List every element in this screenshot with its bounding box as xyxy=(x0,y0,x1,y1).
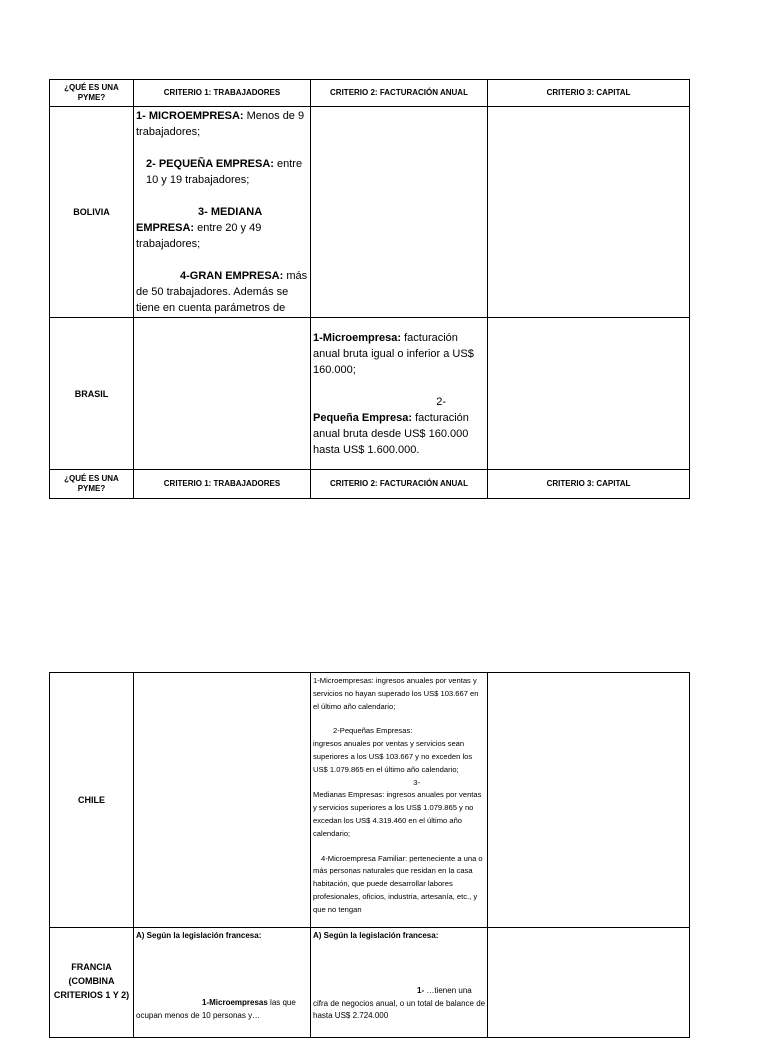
francia-col2-head: A) Según la legislación francesa: xyxy=(136,931,262,940)
chile-item-pequenas: ingresos anuales por ventas y servicios sean superiores a los US$ 103.667 y no exceden los US$ 1.079.865 en el último año calendario; xyxy=(313,739,473,774)
country-brasil: BRASIL xyxy=(50,318,134,470)
francia-capital-cell xyxy=(488,928,690,1038)
country-bolivia: BOLIVIA xyxy=(50,107,134,318)
brasil-item-pequena: Pequeña Empresa: facturación anual bruta desde US$ 160.000 hasta US$ 1.600.000. xyxy=(313,412,469,456)
footer-header-row xyxy=(50,470,690,499)
chile-capital-cell xyxy=(488,673,690,928)
brasil-item2-number: 2- xyxy=(436,396,446,408)
header-criterio-facturacion: CRITERIO 2: FACTURACIÓN ANUAL xyxy=(311,80,488,107)
country-chile: CHILE xyxy=(50,673,134,928)
bolivia-item-gran: 4-GRAN EMPRESA: más de 50 trabajadores. Además se tiene en cuenta parámetros de xyxy=(136,270,308,314)
chile-item-microempresa-familiar: 4-Microempresa Familiar: perteneciente a una o más personas naturales que residan en la casa habitación, que puede desarrollar labores profesionales, oficios, industria, artesanía, etc., y que no tengan xyxy=(313,853,483,914)
footer-header-criterio-facturacion: CRITERIO 2: FACTURACIÓN ANUAL xyxy=(311,470,488,499)
chile-item-pequenas-head: 2-Pequeñas Empresas: xyxy=(333,726,413,736)
francia-item-1: 1- …tienen una cifra de negocios anual, o un total de balance de hasta US$ 2.724.000 xyxy=(313,985,486,1021)
row-francia xyxy=(50,928,690,1038)
pyme-table-1 xyxy=(49,79,690,499)
footer-header-criterio-capital: CRITERIO 3: CAPITAL xyxy=(488,470,690,499)
chile-item-microempresas: 1-Microempresas: ingresos anuales por ventas y servicios no hayan superado los US$ 103.667 en el último año calendario; xyxy=(313,676,479,711)
header-criterio-trabajadores: CRITERIO 1: TRABAJADORES xyxy=(134,80,311,107)
header-row xyxy=(50,80,690,107)
header-criterio-capital: CRITERIO 3: CAPITAL xyxy=(488,80,690,107)
country-francia: FRANCIA (COMBINA CRITERIOS 1 Y 2) xyxy=(50,928,134,1038)
pyme-table-2 xyxy=(49,672,690,1038)
chile-item-medianas-number: 3- xyxy=(413,777,420,787)
footer-header-criterio-trabajadores: CRITERIO 1: TRABAJADORES xyxy=(134,470,311,499)
francia-trabajadores-cell xyxy=(134,928,311,1038)
francia-facturacion-cell xyxy=(311,928,488,1038)
row-chile xyxy=(50,673,690,928)
bolivia-facturacion-cell xyxy=(311,107,488,318)
bolivia-trabajadores-cell xyxy=(134,107,311,318)
bolivia-item-pequena: 2- PEQUEÑA EMPRESA: entre 10 y 19 trabajadores; xyxy=(146,158,303,186)
bolivia-item-microempresa: 1- MICROEMPRESA: Menos de 9 trabajadores; xyxy=(136,110,305,138)
chile-facturacion-cell xyxy=(311,673,488,928)
brasil-capital-cell xyxy=(488,318,690,470)
brasil-item-microempresa: 1-Microempresa: facturación anual bruta igual o inferior a US$ 160.000; xyxy=(313,332,474,376)
bolivia-capital-cell xyxy=(488,107,690,318)
row-bolivia xyxy=(50,107,690,318)
row-brasil xyxy=(50,318,690,470)
brasil-facturacion-cell xyxy=(311,318,488,470)
footer-header-que-es-pyme: ¿QUÉ ES UNA PYME? xyxy=(50,470,134,499)
chile-item-medianas: Medianas Empresas: ingresos anuales por ventas y servicios superiores a los US$ 1.079.865 y no excedan los US$ 4.319.460 en el último año calendario; xyxy=(313,790,482,838)
brasil-trabajadores-cell xyxy=(134,318,311,470)
chile-trabajadores-cell xyxy=(134,673,311,928)
francia-col3-head: A) Según la legislación francesa: xyxy=(313,931,439,940)
francia-item-microempresas: 1-Microempresas las que ocupan menos de 10 personas y… xyxy=(136,997,296,1020)
bolivia-item-mediana: 3- MEDIANA EMPRESA: entre 20 y 49 trabajadores; xyxy=(136,206,263,250)
header-que-es-pyme: ¿QUÉ ES UNA PYME? xyxy=(50,80,134,107)
